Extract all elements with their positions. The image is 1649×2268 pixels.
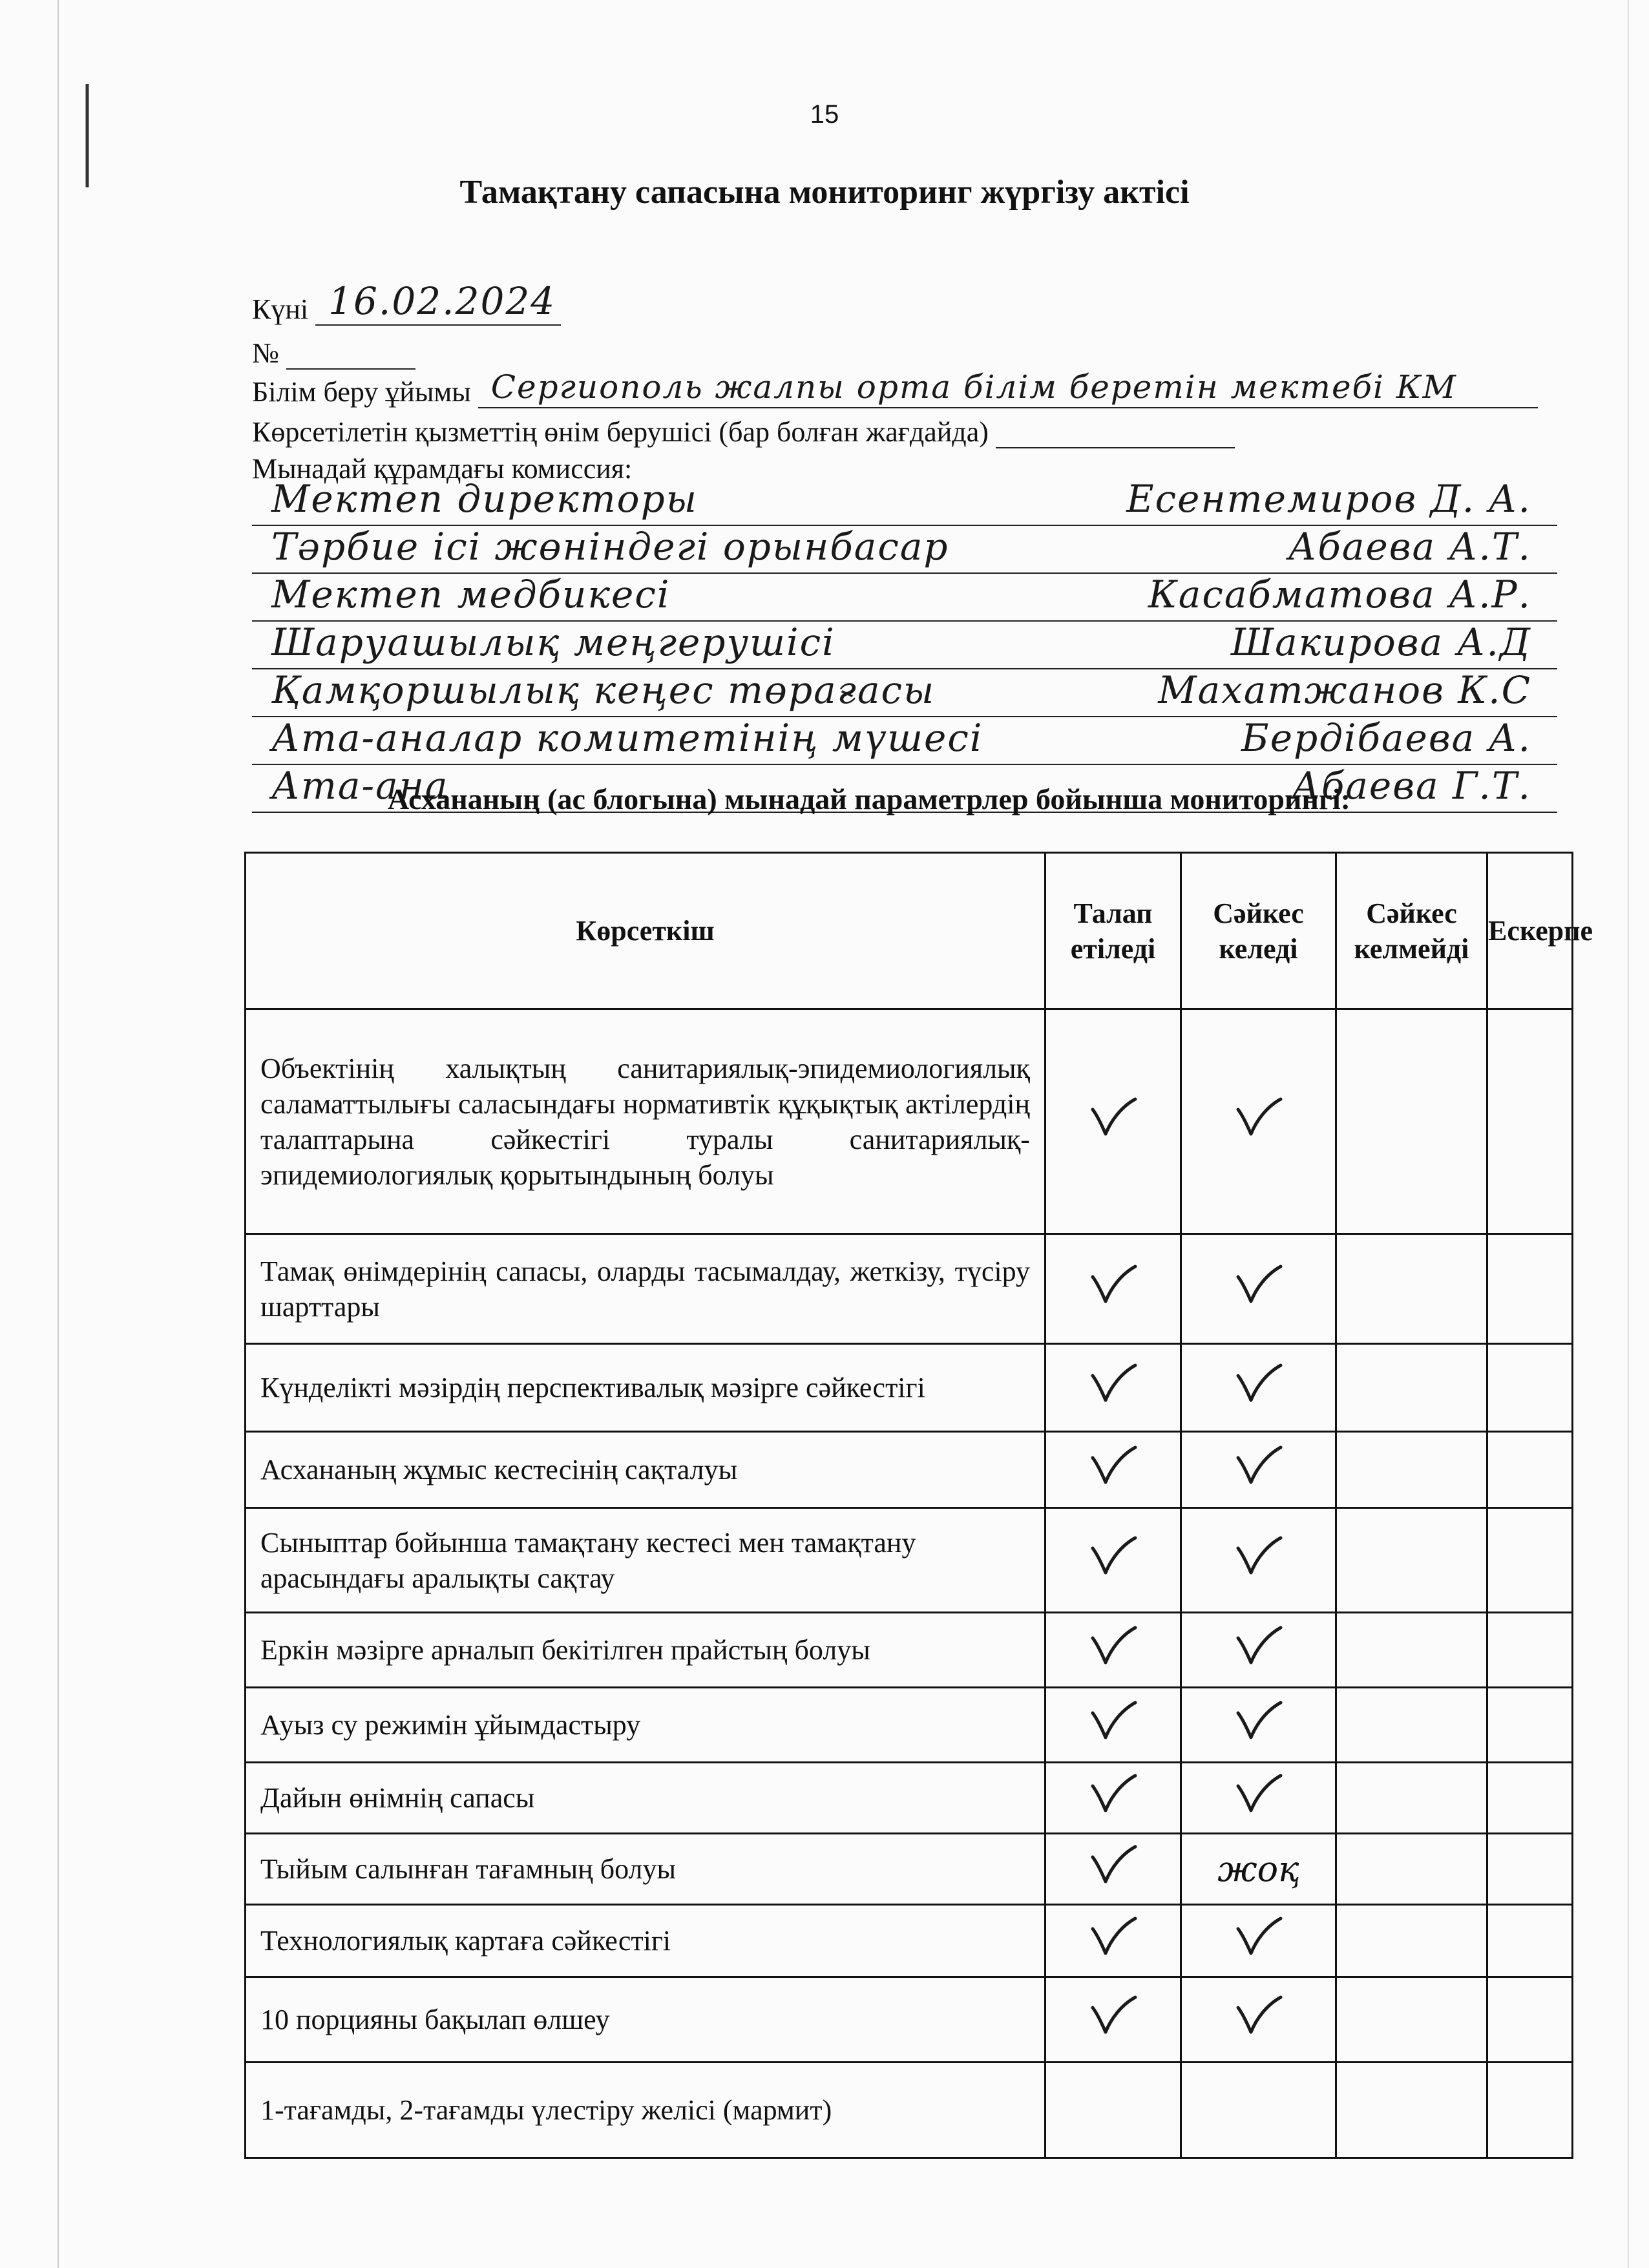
note-cell: [1487, 1613, 1573, 1688]
number-line: [286, 335, 415, 370]
commission-name: Бердібаева А.: [1241, 716, 1531, 760]
section-title: Асхананың (ас блогына) мынадай параметрлер бойынша мониторингі:: [388, 782, 1350, 815]
table-row: [246, 1009, 1573, 1234]
checkmark-icon: [1233, 1534, 1285, 1579]
required-cell: [1045, 1834, 1181, 1905]
checkmark-icon: [1087, 1843, 1139, 1888]
compliant-cell: [1181, 1688, 1336, 1763]
organization-line: [478, 368, 1538, 408]
required-cell: [1045, 1688, 1181, 1763]
table-row: [246, 1344, 1573, 1432]
header-required: Талап етіледі: [1045, 853, 1181, 1009]
noncompliant-cell: [1336, 1763, 1487, 1834]
noncompliant-cell: [1336, 1905, 1487, 1977]
table-header-row: [246, 853, 1573, 1009]
checkmark-icon: [1087, 1263, 1139, 1308]
monitoring-table: [244, 852, 1593, 2159]
commission-name: Есентемиров Д. А.: [1126, 477, 1531, 521]
note-cell: [1487, 1977, 1573, 2063]
required-cell: [1045, 1344, 1181, 1432]
compliant-cell: [1181, 1613, 1336, 1688]
date-label: Күні: [252, 293, 309, 325]
checkmark-icon: [1233, 1915, 1285, 1960]
commission-name: Махатжанов К.С: [1158, 668, 1531, 712]
header-noncompliant: Сәйкес келмейді: [1336, 853, 1487, 1009]
page-number: 15: [810, 100, 839, 129]
checkmark-icon: [1087, 1361, 1139, 1407]
checkmark-icon: [1233, 1444, 1285, 1489]
checkmark-icon: [1087, 1915, 1139, 1960]
commission-role: Қамқоршылық кеңес төрағасы: [271, 668, 936, 712]
note-cell: [1487, 1234, 1573, 1344]
commission-name: Шакирова А.Д: [1230, 620, 1531, 664]
checkmark-icon: [1087, 1699, 1139, 1744]
noncompliant-cell: [1336, 1977, 1487, 2063]
noncompliant-cell: [1336, 1009, 1487, 1234]
checkmark-icon: [1233, 1772, 1285, 1817]
table-row: [246, 1508, 1573, 1613]
checkmark-icon: [1233, 1993, 1285, 2039]
commission-role: Ата-аналар комитетінің мүшесі: [271, 716, 983, 760]
note-cell: [1487, 1688, 1573, 1763]
commission-role: Мектеп медбикесі: [271, 572, 671, 616]
organization-value: Сергиополь жалпы орта білім беретін мектебі КМ: [490, 368, 1457, 406]
organization-label: Білім беру ұйымы: [252, 376, 471, 408]
number-field: [252, 335, 415, 370]
required-cell: [1045, 1977, 1181, 2063]
table-row: [246, 1688, 1573, 1763]
checkmark-icon: [1233, 1699, 1285, 1744]
required-cell: [1045, 1613, 1181, 1688]
note-cell: [1487, 1344, 1573, 1432]
indicator-cell: Объектінің халықтың санитариялық-эпидемиологиялық саламаттылығы саласындағы нормативтік құқықтық актілердің талаптарына сәйкестігі туралы санитариялық-эпидемиологиялық қорытындының болуы: [246, 1009, 1045, 1234]
indicator-cell: 10 порцияны бақылап өлшеу: [246, 1977, 1045, 2063]
indicator-cell: Еркін мәзірге арналып бекітілген прайстың болуы: [246, 1613, 1045, 1688]
noncompliant-cell: [1336, 1432, 1487, 1508]
date-field: [252, 279, 561, 326]
compliant-cell: [1181, 1977, 1336, 2063]
table-row: [246, 1234, 1573, 1344]
table-row: [246, 1432, 1573, 1508]
note-cell: [1487, 1834, 1573, 1905]
provider-field: [252, 414, 1235, 448]
checkmark-icon: [1233, 1361, 1285, 1407]
required-cell: [1045, 1905, 1181, 1977]
compliant-cell: [1181, 1834, 1336, 1905]
required-cell: [1045, 1234, 1181, 1344]
table-row: [246, 1613, 1573, 1688]
compliant-cell: [1181, 1234, 1336, 1344]
header-indicator: Көрсеткіш: [246, 853, 1045, 1009]
commission-member: [252, 574, 1557, 622]
compliant-mark: жоқ: [1217, 1849, 1299, 1889]
commission-role: Мектеп директоры: [271, 477, 698, 521]
commission-list: [252, 478, 1557, 813]
required-cell: [1045, 2063, 1181, 2158]
date-value: 16.02.2024: [328, 279, 556, 323]
header-note: Ескерпе: [1487, 853, 1573, 1009]
note-cell: [1487, 1432, 1573, 1508]
commission-member: [252, 478, 1557, 526]
table-row: [246, 2063, 1573, 2158]
compliant-cell: [1181, 1508, 1336, 1613]
organization-field: [252, 368, 1538, 408]
required-cell: [1045, 1763, 1181, 1834]
noncompliant-cell: [1336, 1688, 1487, 1763]
page-title: Тамақтану сапасына мониторинг жүргізу актісі: [459, 174, 1190, 211]
indicator-cell: Ауыз су режимін ұйымдастыру: [246, 1688, 1045, 1763]
indicator-cell: Күнделікті мәзірдің перспективалық мәзірге сәйкестігі: [246, 1344, 1045, 1432]
header-compliant: Сәйкес келеді: [1181, 853, 1336, 1009]
indicator-cell: Асхананың жұмыс кестесінің сақталуы: [246, 1432, 1045, 1508]
noncompliant-cell: [1336, 1344, 1487, 1432]
compliant-cell: [1181, 1009, 1336, 1234]
note-cell: [1487, 1905, 1573, 1977]
indicator-cell: Тамақ өнімдерінің сапасы, оларды тасымалдау, жеткізу, түсіру шарттары: [246, 1234, 1045, 1344]
indicator-cell: Сыныптар бойынша тамақтану кестесі мен тамақтану арасындағы аралықты сақтау: [246, 1508, 1045, 1613]
commission-name: Абаева Г.Т.: [1292, 764, 1531, 808]
checkmark-icon: [1233, 1263, 1285, 1308]
commission-role: Ата-ана: [271, 764, 449, 808]
commission-member: [252, 526, 1557, 574]
commission-member: [252, 669, 1557, 717]
commission-label: Мынадай құрамдағы комиссия:: [252, 453, 633, 485]
commission-member: [252, 622, 1557, 669]
indicator-cell: Дайын өнімнің сапасы: [246, 1763, 1045, 1834]
noncompliant-cell: [1336, 1508, 1487, 1613]
commission-role: Тәрбие ісі жөніндегі орынбасар: [271, 525, 949, 569]
noncompliant-cell: [1336, 1834, 1487, 1905]
checkmark-icon: [1087, 1772, 1139, 1817]
table-row: [246, 1834, 1573, 1905]
checkmark-icon: [1233, 1095, 1285, 1140]
number-label: №: [252, 337, 279, 369]
note-cell: [1487, 1763, 1573, 1834]
checkmark-icon: [1233, 1624, 1285, 1669]
note-cell: [1487, 2063, 1573, 2158]
note-cell: [1487, 1009, 1573, 1234]
compliant-cell: [1181, 1763, 1336, 1834]
indicator-cell: Технологиялық картаға сәйкестігі: [246, 1905, 1045, 1977]
commission-role: Шаруашылық меңгерушісі: [271, 620, 835, 664]
required-cell: [1045, 1009, 1181, 1234]
checkmark-icon: [1087, 1534, 1139, 1579]
commission-name: Абаева А.Т.: [1288, 525, 1531, 569]
commission-name: Касабматова А.Р.: [1148, 572, 1531, 616]
compliant-cell: [1181, 1344, 1336, 1432]
date-line: [315, 279, 561, 326]
required-cell: [1045, 1432, 1181, 1508]
checkmark-icon: [1087, 1624, 1139, 1669]
commission-member: [252, 717, 1557, 765]
noncompliant-cell: [1336, 2063, 1487, 2158]
indicator-cell: 1-тағамды, 2-тағамды үлестіру желісі (мармит): [246, 2063, 1045, 2158]
note-cell: [1487, 1508, 1573, 1613]
table-row: [246, 1905, 1573, 1977]
table-row: [246, 1763, 1573, 1834]
checkmark-icon: [1087, 1993, 1139, 2039]
provider-label: Көрсетілетін қызметтің өнім берушісі (бар болған жағдайда): [252, 416, 989, 448]
provider-line: [996, 414, 1235, 448]
indicator-cell: Тыйым салынған тағамның болуы: [246, 1834, 1045, 1905]
compliant-cell: [1181, 1432, 1336, 1508]
compliant-cell: [1181, 1905, 1336, 1977]
checkmark-icon: [1087, 1095, 1139, 1140]
compliant-cell: [1181, 2063, 1336, 2158]
table-row: [246, 1977, 1573, 2063]
required-cell: [1045, 1508, 1181, 1613]
noncompliant-cell: [1336, 1234, 1487, 1344]
noncompliant-cell: [1336, 1613, 1487, 1688]
checkmark-icon: [1087, 1444, 1139, 1489]
